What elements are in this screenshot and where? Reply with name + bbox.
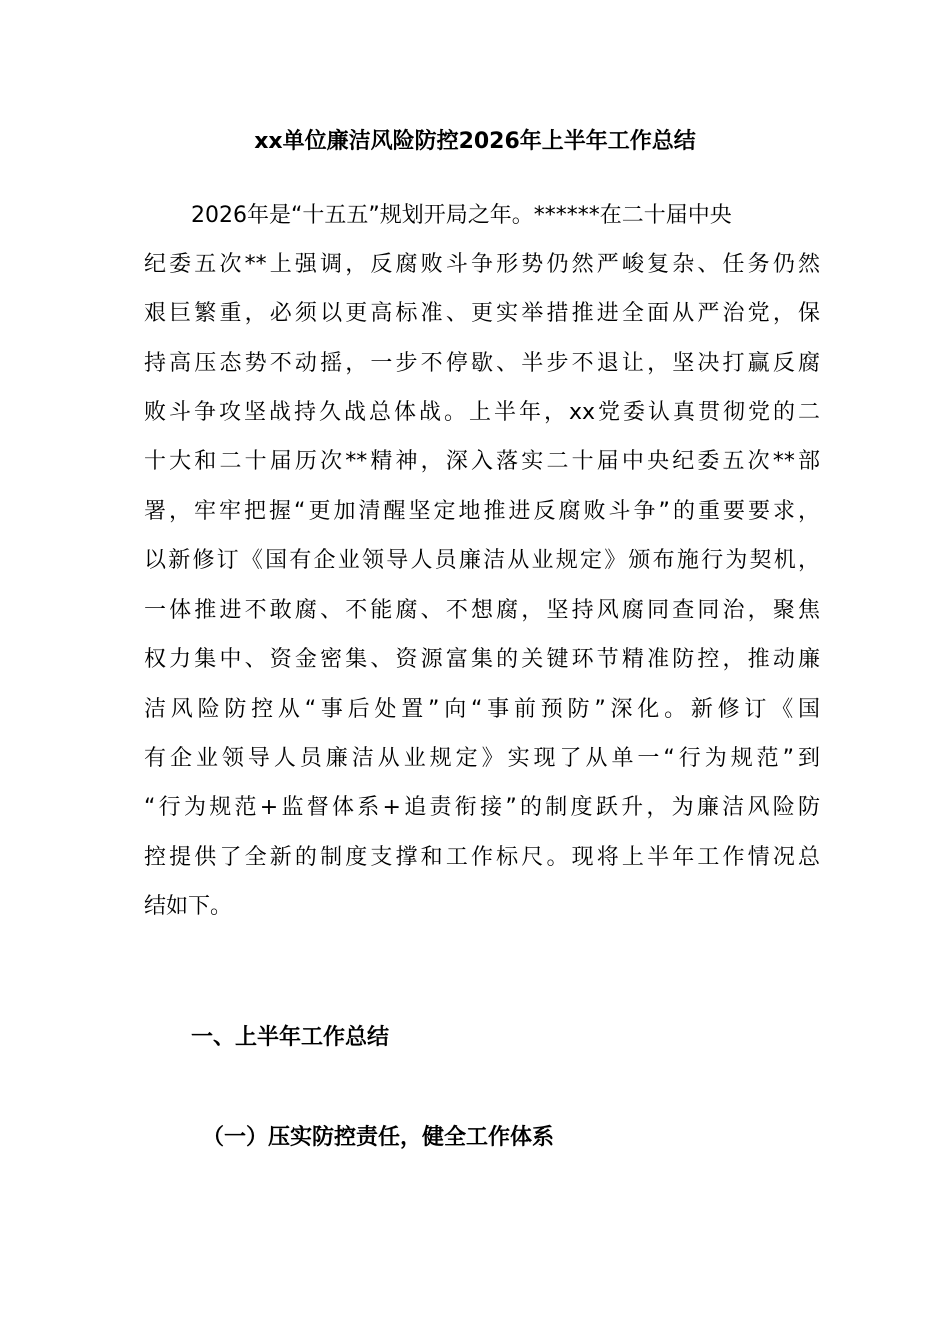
- paragraph-line: 有企业领导人员廉洁从业规定》实现了从单一“行为规范”到: [144, 746, 820, 771]
- paragraph-line: 洁风险防控从“事后处置”向“事前预防”深化。新修订《国: [144, 697, 820, 722]
- subsection-heading: （一）压实防控责任，健全工作体系: [202, 1125, 555, 1150]
- paragraph-line: 控提供了全新的制度支撑和工作标尺。现将上半年工作情况总: [144, 845, 820, 870]
- paragraph-line: 以新修订《国有企业领导人员廉洁从业规定》颁布施行为契机，: [144, 548, 820, 573]
- paragraph-line: 持高压态势不动摇，一步不停歇、半步不退让，坚决打赢反腐: [144, 351, 820, 376]
- paragraph-line: 署，牢牢把握“更加清醒坚定地推进反腐败斗争”的重要要求，: [144, 499, 820, 524]
- paragraph-line: 败斗争攻坚战持久战总体战。上半年，xx党委认真贯彻党的二: [144, 400, 820, 425]
- paragraph-line: 十大和二十届历次**精神，深入落实二十届中央纪委五次**部: [144, 449, 820, 474]
- document-title: xx单位廉洁风险防控2026年上半年工作总结: [254, 129, 696, 154]
- paragraph-line: “行为规范+监督体系+追责衔接”的制度跃升，为廉洁风险防: [144, 795, 820, 820]
- paragraph-line: 一体推进不敢腐、不能腐、不想腐，坚持风腐同查同治，聚焦: [144, 598, 820, 623]
- section-heading: 一、上半年工作总结: [191, 1025, 390, 1050]
- paragraph-line: 艰巨繁重，必须以更高标准、更实举措推进全面从严治党，保: [144, 301, 820, 326]
- paragraph-line: 2026年是“十五五”规划开局之年。******在二十届中央: [191, 203, 732, 228]
- paragraph-line: 结如下。: [144, 894, 233, 919]
- paragraph-line: 纪委五次**上强调，反腐败斗争形势仍然严峻复杂、任务仍然: [144, 252, 820, 277]
- paragraph-line: 权力集中、资金密集、资源富集的关键环节精准防控，推动廉: [144, 647, 820, 672]
